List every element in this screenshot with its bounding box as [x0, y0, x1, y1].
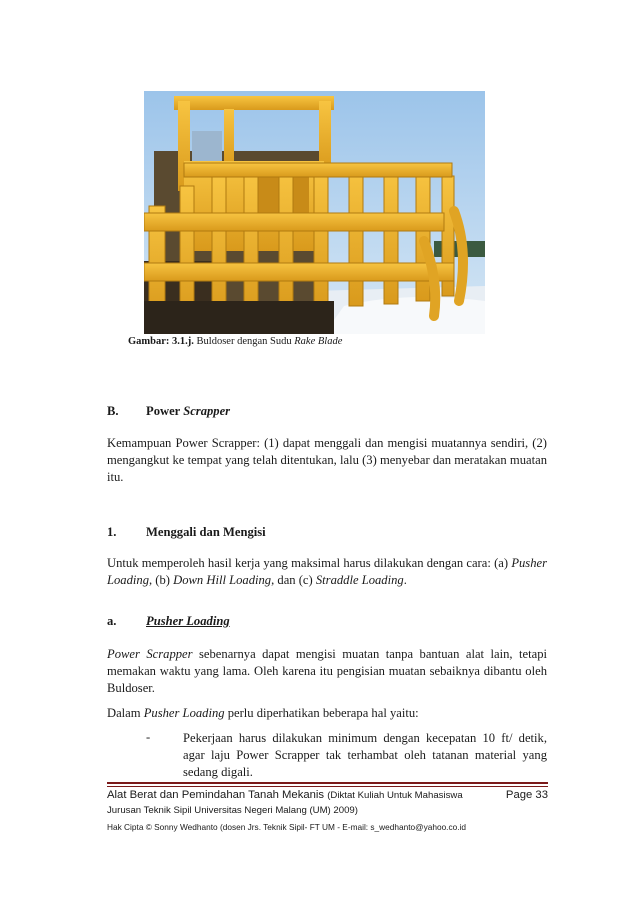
para-text: . — [403, 573, 407, 587]
bullet-marker: - — [146, 730, 151, 744]
para-text: , (b) — [149, 573, 170, 587]
section-b-title — [146, 404, 230, 419]
page-number: Page 33 — [505, 789, 548, 801]
para-text: , dan (c) — [271, 573, 313, 587]
section-a-paragraph-2 — [107, 705, 547, 722]
method-down-hill-loading: Down Hill Loading — [173, 573, 272, 587]
para-italic: Pusher Loading — [143, 706, 225, 720]
footer-line-1 — [107, 789, 548, 801]
para-text: sebenarnya dapat mengisi muatan tanpa bantuan alat lain, tetapi memakan waktu yang lama. Oleh karena itu pengisian muatan sebaiknya dibantu oleh Buldoser. — [107, 647, 547, 695]
method-straddle-loading: Straddle Loading — [315, 573, 404, 587]
caption-number: Gambar: 3.1.j. — [128, 336, 194, 347]
section-b-number: B. — [107, 404, 119, 418]
footer-rule — [107, 786, 548, 788]
section-a-number: a. — [107, 614, 117, 628]
para-text: Untuk memperoleh hasil kerja yang maksimal harus dilakukan dengan cara: (a) — [107, 556, 509, 570]
footer-book-subtitle: (Diktat Kuliah Untuk Mahasiswa — [327, 790, 463, 801]
footer-line-2: Jurusan Teknik Sipil Universitas Negeri Malang (UM) 2009) — [107, 805, 358, 816]
bullet-item: Pekerjaan harus dilakukan minimum dengan kecepatan 10 ft/ detik, agar laju Power Scrapper tak terhambat oleh tatanan material yang sedang digali. — [183, 731, 547, 779]
section-b-title-italic: Scrapper — [183, 404, 231, 418]
caption-italic: Rake Blade — [294, 336, 343, 347]
method-pusher-loading: Pusher Loading — [107, 556, 547, 587]
section-a-paragraph-1 — [107, 646, 547, 697]
section-1-number: 1. — [107, 525, 117, 539]
figure-caption — [128, 336, 342, 347]
para-text: perlu diperhatikan beberapa hal yaitu: — [227, 706, 419, 720]
section-1-paragraph — [107, 555, 547, 589]
para-text: Dalam — [107, 706, 141, 720]
footer-line-3: Hak Cipta © Sonny Wedhanto (dosen Jrs. Teknik Sipil- FT UM - E-mail: s_wedhanto@yahoo.co.id — [107, 822, 467, 832]
section-1-title: Menggali dan Mengisi — [146, 525, 266, 539]
caption-text: Buldoser dengan Sudu — [196, 336, 292, 347]
section-b-paragraph: Kemampuan Power Scrapper: (1) dapat menggali dan mengisi muatannya sendiri, (2) mengangkut ke tempat yang telah ditentukan, lalu (3) menyebar dan meratakan muatan itu. — [107, 436, 547, 484]
section-b-title-plain: Power — [146, 404, 181, 418]
para-italic: Power Scrapper — [107, 647, 193, 661]
bulldozer-rake-blade-photo — [144, 91, 485, 334]
footer-book-title: Alat Berat dan Pemindahan Tanah Mekanis — [107, 789, 325, 801]
section-a-title: Pusher Loading — [146, 614, 230, 628]
footer-rule — [107, 782, 548, 784]
